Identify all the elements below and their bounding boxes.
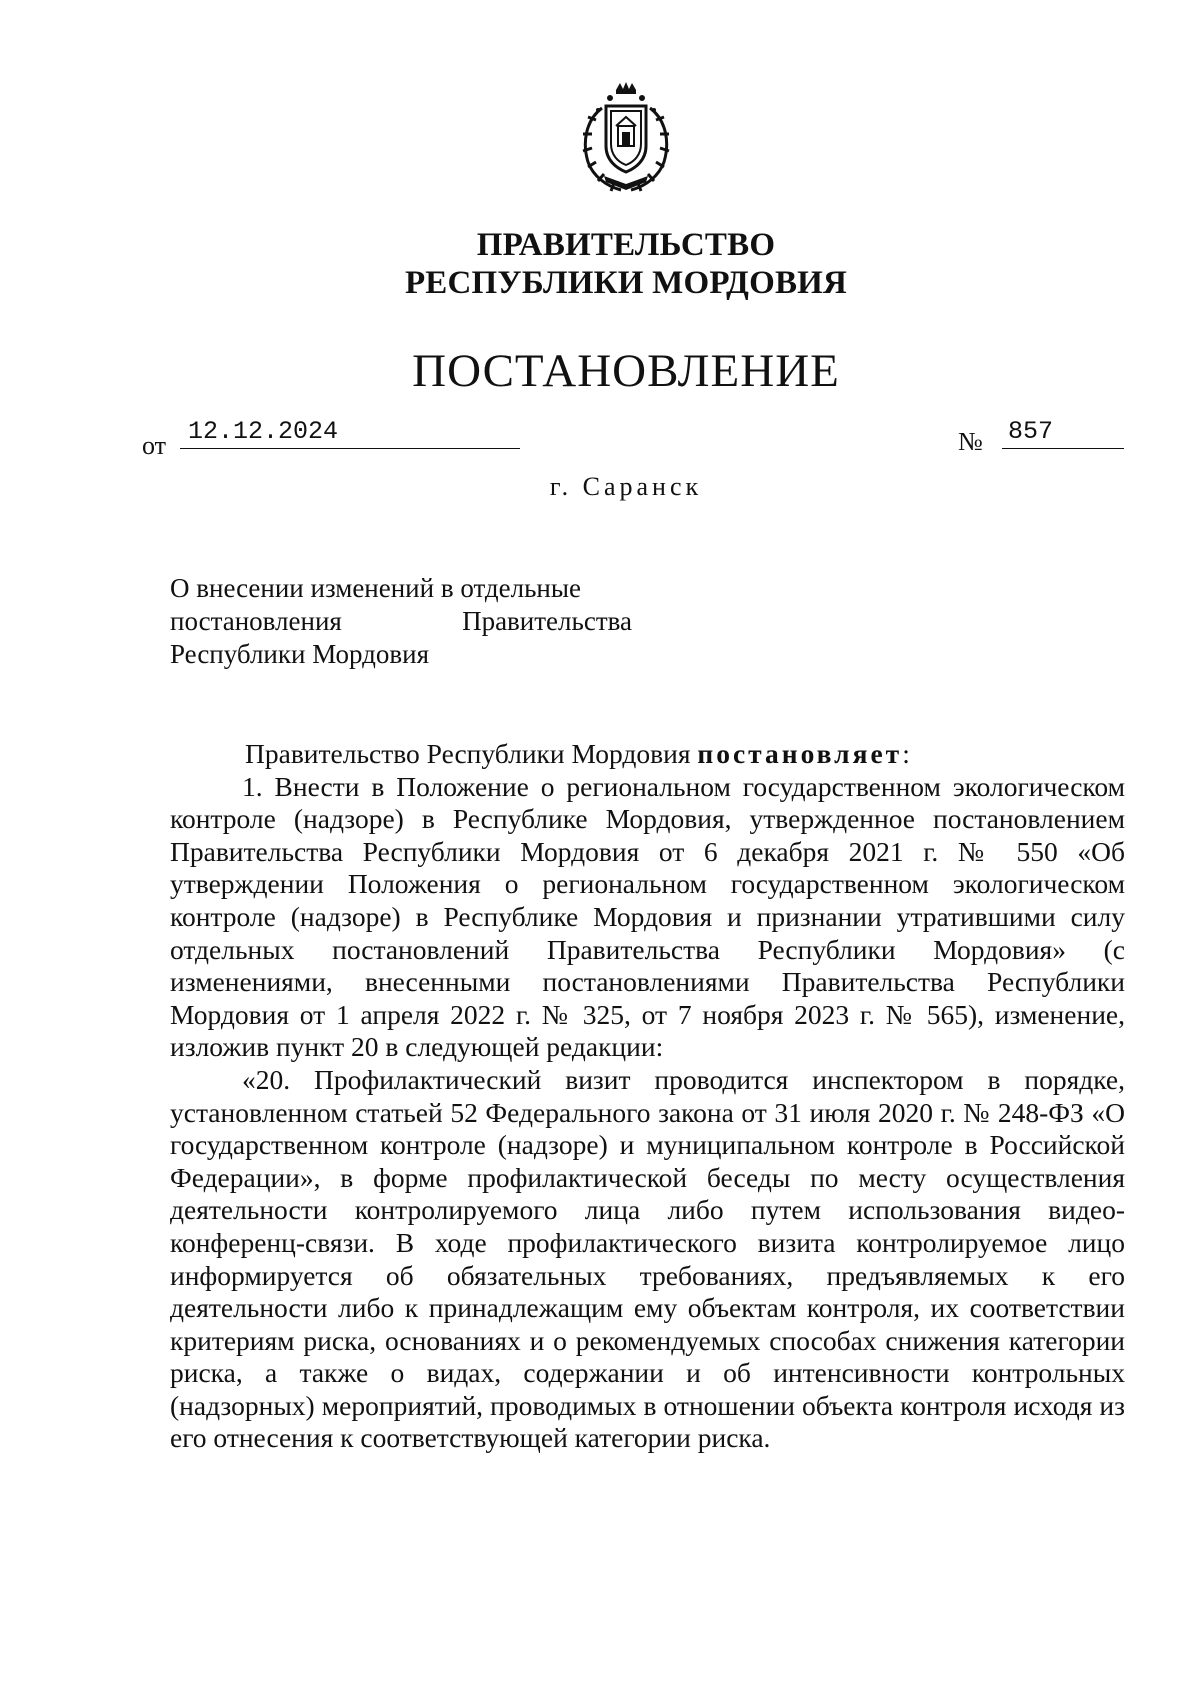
city: г. Саранск (549, 472, 703, 501)
document-date (142, 415, 532, 460)
intro-emphasis: постановляет (697, 738, 903, 769)
subject-line-2-part-a: постановления (170, 606, 342, 636)
organization-line-2: РЕСПУБЛИКИ МОРДОВИЯ (404, 265, 848, 301)
organization-name (0, 226, 1200, 302)
date-value: 12.12.2024 (180, 415, 520, 449)
subject-line-1: О внесении изменений в отдельные (170, 573, 581, 603)
paragraph-1: 1. Внести в Положение о региональном государственном экологическом контроле (надзоре) в Республике Мордовия, утвержденное постановлением Правительства Республики Мордовия от 6 декабря 2021 г. № 550 «Об утверждении Положения о региональном государственном экологическом контроле (надзоре) в Республике Мордовия и признании утратившими силу отдельных постановлений Правительства Республики Мордовия» (с изменениями, внесенными постановлениями Правительства Республики Мордовия от 1 апреля 2022 г. № 325, от 7 ноября 2023 г. № 565), изменение, изложив пункт 20 в следующей редакции: (170, 770, 1125, 1063)
subject-line-3: Республики Мордовия (170, 639, 430, 669)
paragraph-2: «20. Профилактический визит проводится инспектором в порядке, установленном статьей 52 Федерального закона от 31 июля 2020 г. № 248-ФЗ «О государственном контроле (надзоре) и муниципальном контроле в Российской Федерации», в форме профилактической беседы по месту осуществления деятельности контролируемого лица либо путем использования видео-конференц-связи. В ходе профилактического визита контролируемое лицо информируется об обязательных требованиях, предъявляемых к его деятельности либо к принадлежащим ему объектам контроля, их соответствии критериям риска, основаниях и о рекомендуемых способах снижения категории риска, а также о видах, содержании и об интенсивности контрольных (надзорных) мероприятий, проводимых в отношении объекта контроля исходя из его отнесения к соответствующей категории риска. (170, 1063, 1125, 1454)
intro-paragraph (170, 738, 1125, 771)
document-number (958, 415, 1128, 455)
intro-end: : (902, 738, 910, 769)
subject-line-2 (170, 605, 632, 638)
document-subject (170, 572, 632, 671)
number-prefix: № (958, 427, 983, 456)
date-prefix: от (142, 431, 167, 460)
coat-of-arms-icon (566, 80, 686, 200)
document-type: ПОСТАНОВЛЕНИЕ (412, 345, 840, 397)
document-body (170, 738, 1125, 1455)
organization-line-1: ПРАВИТЕЛЬСТВО (476, 227, 776, 263)
subject-line-2-part-b: Правительства (462, 606, 632, 636)
number-value: 857 (1002, 415, 1124, 449)
intro-text: Правительство Республики Мордовия (245, 738, 698, 769)
